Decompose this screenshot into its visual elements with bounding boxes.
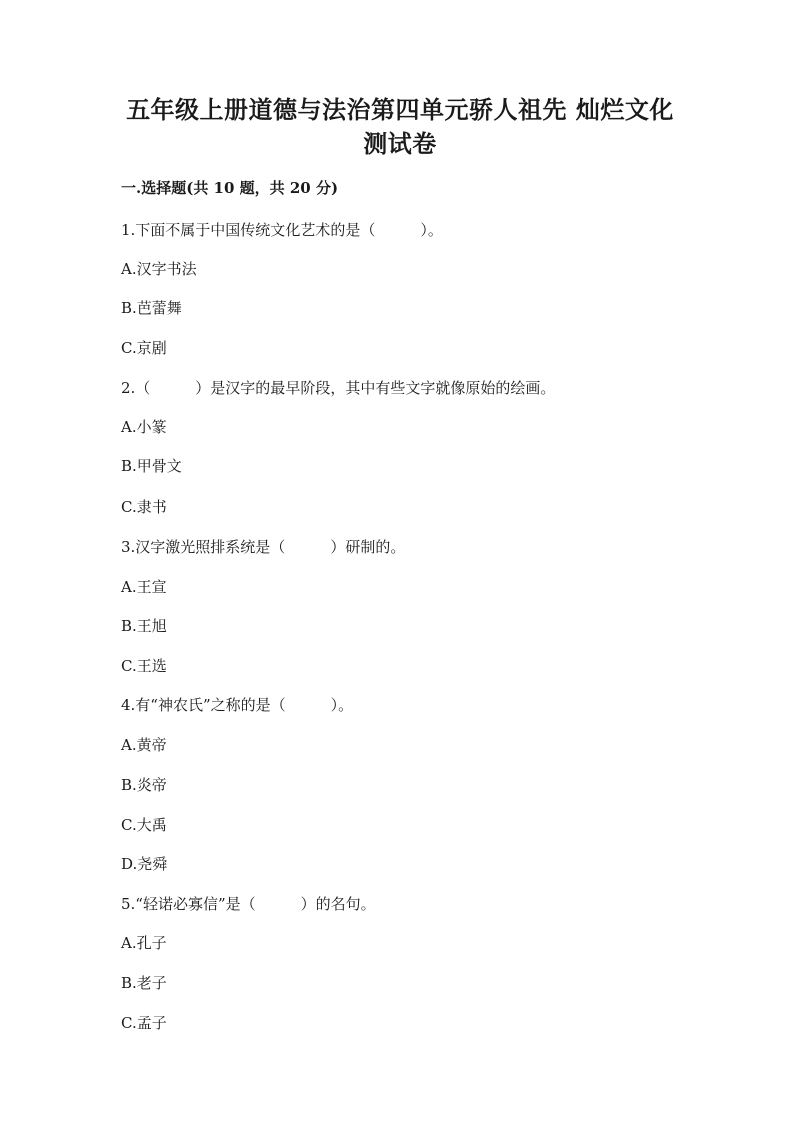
question-4-option-a: A.黄帝 (121, 736, 167, 754)
question-2-option-b: B.甲骨文 (121, 457, 182, 475)
question-2-option-a: A.小篆 (121, 418, 167, 436)
question-5-stem: 5.“轻诺必寡信”是（ ）的名句。 (121, 895, 376, 913)
question-4-option-d: D.尧舜 (121, 855, 168, 873)
question-3-option-a: A.王宣 (121, 578, 167, 596)
question-4-option-b: B.炎帝 (121, 776, 167, 794)
question-1-option-b: B.芭蕾舞 (121, 299, 182, 317)
question-3-stem: 3.汉字激光照排系统是（ ）研制的。 (121, 538, 406, 556)
question-2-stem: 2.（ ）是汉字的最早阶段，其中有些文字就像原始的绘画。 (121, 379, 556, 397)
page-title: 五年级上册道德与法治第四单元骄人祖先 灿烂文化 (126, 95, 674, 124)
question-5-option-b: B.老子 (121, 974, 167, 992)
question-1-stem: 1.下面不属于中国传统文化艺术的是（ ）。 (121, 221, 443, 239)
question-2-option-c: C.隶书 (121, 498, 167, 516)
question-4-option-c: C.大禹 (121, 816, 167, 834)
question-5-option-c: C.孟子 (121, 1014, 167, 1032)
section-heading: 一.选择题(共 10 题，共 20 分) (121, 179, 339, 197)
question-4-stem: 4.有“神农氏”之称的是（ ）。 (121, 696, 354, 714)
question-1-option-c: C.京剧 (121, 339, 167, 357)
question-1-option-a: A.汉字书法 (121, 260, 197, 278)
question-3-option-c: C.王选 (121, 657, 167, 675)
question-3-option-b: B.王旭 (121, 617, 167, 635)
question-5-option-a: A.孔子 (121, 934, 167, 952)
page-title-line-2: 测试卷 (363, 129, 437, 158)
